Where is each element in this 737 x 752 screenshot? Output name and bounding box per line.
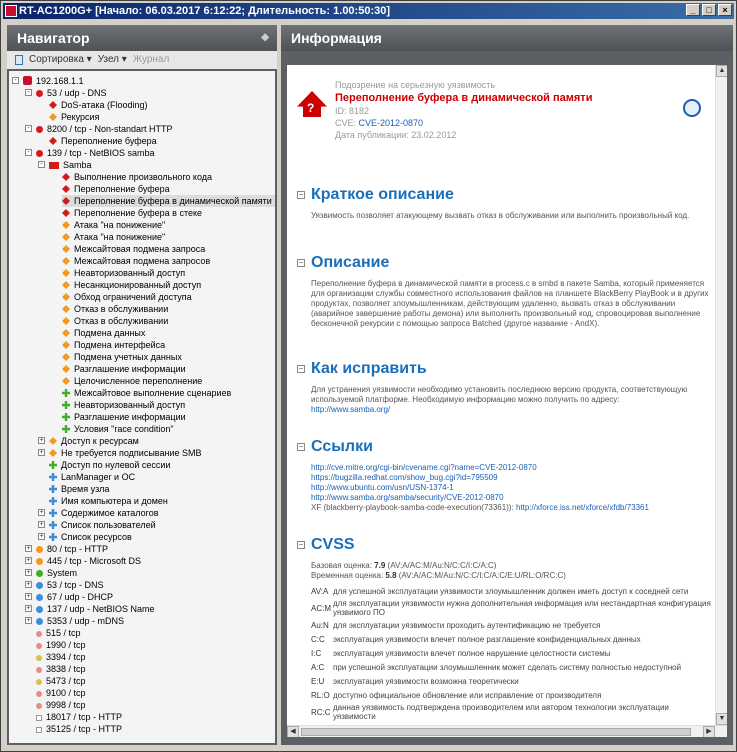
ref-link[interactable]: http://cve.mitre.org/cgi-bin/cvename.cgi?name=CVE-2012-0870	[311, 463, 537, 472]
orange-severity-icon	[49, 437, 57, 445]
tree-node[interactable]	[39, 507, 275, 519]
expand-icon[interactable]: +	[26, 605, 31, 612]
info-title: Информация	[291, 30, 382, 46]
gray-severity-icon	[36, 727, 42, 733]
tree-node-label: Межсайтовая подмена запросов	[74, 256, 211, 266]
tree-node-label: Выполнение произвольного кода	[74, 172, 213, 182]
tree-node-label: Разглашение информации	[74, 364, 186, 374]
tree-node-label: Подмена учетных данных	[74, 352, 182, 362]
tree-node[interactable]	[62, 315, 275, 327]
orange-severity-icon	[62, 317, 70, 325]
tree-node-label: Подмена интерфейса	[74, 340, 166, 350]
minimize-button[interactable]: _	[686, 4, 700, 16]
temp-score: 5.8	[385, 571, 397, 580]
port-severity-icon	[36, 558, 43, 565]
ref-link[interactable]: http://www.ubuntu.com/usn/USN-1374-1	[311, 483, 454, 492]
tree-node-label: 3838 / tcp	[46, 664, 86, 674]
temp-label: Временная оценка:	[311, 571, 386, 580]
tree-node-label: Samba	[63, 160, 92, 170]
tree-node-label: Обход ограничений доступа	[74, 292, 192, 302]
base-label: Базовая оценка:	[311, 561, 375, 570]
cvss-row	[311, 689, 717, 701]
navigator-panel	[7, 25, 277, 745]
navigator-toolbar	[7, 51, 277, 69]
tree-node-label: Доступ к ресурсам	[61, 436, 139, 446]
navigator-header	[7, 25, 277, 51]
tree-node[interactable]	[40, 159, 275, 171]
pblue-severity-icon	[36, 618, 43, 625]
tree-node[interactable]	[26, 603, 275, 615]
tree-node[interactable]	[39, 447, 275, 459]
tree-node[interactable]	[39, 435, 275, 447]
scroll-right-button[interactable]: ▶	[703, 726, 715, 737]
app-icon	[5, 5, 17, 17]
navigator-title: Навигатор	[17, 30, 90, 46]
tree-node-label: Атака "на понижение"	[74, 232, 166, 242]
zoom-icon[interactable]	[683, 99, 701, 117]
green-severity-icon	[62, 389, 70, 397]
tree-node-label: 139 / tcp - NetBIOS samba	[47, 148, 155, 158]
cvss-key: C:C	[311, 634, 325, 644]
tree-node-label: Неавторизованный доступ	[74, 400, 186, 410]
tree-node[interactable]	[39, 519, 275, 531]
tree-node-label: Отказ в обслуживании	[74, 304, 169, 314]
pink-severity-icon	[36, 631, 42, 637]
tree-node[interactable]	[26, 591, 275, 603]
tree-node[interactable]	[62, 219, 275, 231]
orange-severity-icon	[62, 293, 70, 301]
expand-icon[interactable]: +	[26, 569, 31, 576]
cve-label: CVE:	[335, 118, 359, 128]
tree-node-label: Время узла	[61, 484, 110, 494]
tree-node[interactable]	[49, 99, 275, 111]
tree-node-label: Не требуется подписывание SMB	[61, 448, 202, 458]
tree-node-label: Переполнение буфера	[61, 136, 157, 146]
port-severity-icon	[36, 546, 43, 553]
pink-severity-icon	[36, 691, 42, 697]
tree-node-label: Список пользователей	[61, 520, 156, 530]
tree-node-label: Межсайтовая подмена запроса	[74, 244, 206, 254]
tree-node[interactable]	[62, 375, 275, 387]
tree-node[interactable]	[36, 723, 275, 735]
tree-node-label: 67 / udp - DHCP	[47, 592, 114, 602]
tree-node-label: 53 / tcp - DNS	[47, 580, 104, 590]
tree-node-label: Переполнение буфера	[74, 184, 170, 194]
tree-node[interactable]	[49, 111, 275, 123]
tree-node[interactable]	[26, 543, 275, 555]
red-severity-icon	[62, 197, 70, 205]
tree-node-label: Список ресурсов	[61, 532, 132, 542]
blue-severity-icon	[49, 473, 57, 481]
yel-severity-icon	[36, 655, 42, 661]
vuln-header	[297, 79, 701, 147]
red-severity-icon	[62, 173, 70, 181]
summary-section	[297, 185, 717, 221]
tree-node-label: Содержимое каталогов	[61, 508, 159, 518]
fix-title: Как исправить	[311, 360, 427, 377]
publish-date: Дата публикации: 23.02.2012	[335, 130, 457, 140]
tree-node-label: 8200 / tcp - Non-standart HTTP	[47, 124, 173, 134]
expand-icon[interactable]: +	[26, 557, 31, 564]
tree-node[interactable]	[14, 75, 275, 87]
gray-severity-icon	[36, 715, 42, 721]
sort-menu[interactable]: Сортировка ▾	[29, 54, 92, 65]
scroll-thumb[interactable]	[301, 728, 691, 736]
tree-node[interactable]	[26, 615, 275, 627]
maximize-button[interactable]: □	[702, 4, 716, 16]
tree-node-label: 515 / tcp	[46, 628, 81, 638]
collapse-icon[interactable]: -	[38, 161, 45, 168]
xf-label: XF (blackberry-playbook-samba-code-execution(73361)):	[311, 503, 516, 512]
pblue-severity-icon	[36, 582, 43, 589]
tree-node-label: System	[47, 568, 78, 578]
tree-node[interactable]	[26, 555, 275, 567]
tree-node[interactable]	[36, 639, 275, 651]
cvss-key: AV:A	[311, 586, 329, 596]
orange-severity-icon	[62, 365, 70, 373]
expand-icon[interactable]: +	[26, 581, 31, 588]
cvss-section	[297, 535, 717, 723]
tree-node[interactable]	[36, 627, 275, 639]
tree-node[interactable]	[62, 399, 275, 411]
cvss-row	[311, 585, 717, 597]
ref-link[interactable]: https://bugzilla.redhat.com/show_bug.cgi?id=795509	[311, 473, 498, 482]
tree-node-label: 35125 / tcp - HTTP	[46, 724, 123, 734]
tree-node[interactable]	[62, 207, 275, 219]
collapse-icon[interactable]: -	[25, 125, 32, 132]
cvss-row	[311, 675, 717, 687]
tree-node-label: Доступ по нулевой сессии	[61, 460, 171, 470]
tree-node-label: Отказ в обслуживании	[74, 316, 169, 326]
tree-node-label: 1990 / tcp	[46, 640, 86, 650]
tree-node[interactable]	[62, 183, 275, 195]
expand-icon[interactable]: +	[39, 437, 44, 444]
cvss-desc: данная уязвимость подтверждена производителем или автором технологии эксплуатации уязвимости	[333, 703, 669, 721]
tree-icon	[15, 55, 23, 65]
info-content	[287, 65, 727, 737]
red-severity-icon	[49, 101, 57, 109]
orange-severity-icon	[62, 257, 70, 265]
window-title: RT-AC1200G+ [Начало: 06.03.2017 6:12:22; Длительность: 1.00:50:30]	[19, 5, 391, 17]
blue-severity-icon	[49, 497, 57, 505]
net-severity-icon	[36, 90, 43, 97]
tree-node-label: 53 / udp - DNS	[47, 88, 107, 98]
collapse-icon[interactable]: -	[25, 149, 32, 156]
orange-severity-icon	[49, 113, 57, 121]
expand-icon[interactable]: +	[26, 617, 31, 624]
tree-node-label: 18017 / tcp - HTTP	[46, 712, 123, 722]
tree-node[interactable]	[49, 459, 275, 471]
blue-severity-icon	[49, 509, 57, 517]
tree-node-label: 445 / tcp - Microsoft DS	[47, 556, 142, 566]
tree-node[interactable]	[62, 423, 275, 435]
tree-node[interactable]	[36, 675, 275, 687]
scroll-up-button[interactable]: ▲	[716, 65, 727, 77]
cvss-row	[311, 633, 717, 645]
horizontal-scrollbar[interactable]	[287, 725, 727, 737]
tree-node-label: Переполнение буфера в стеке	[74, 208, 203, 218]
folder-severity-icon	[49, 162, 59, 169]
scroll-down-button[interactable]: ▼	[716, 713, 727, 725]
cvss-row	[311, 661, 717, 673]
orange-severity-icon	[49, 449, 57, 457]
info-panel	[281, 25, 733, 745]
description-text: Переполнение буфера в динамической памяти в process.c в smbd в пакете Samba, который применяется для организации службы совместного использования файлов на планшете BlackBerry PlayBook и в других продуктах, позволяет злоумышленникам, действующим удаленно, вызвать отказ в обслуживании (аварийное завершение работы демона) или выполнить произвольный код, спровоцировав выполнение бесконечной рекурсии с помощью запроса Batched (другое название - AndX).	[311, 279, 709, 328]
tree-node[interactable]	[62, 171, 275, 183]
tree-node-label: LanManager и ОС	[61, 472, 136, 482]
tree-node-label: Рекурсия	[61, 112, 100, 122]
collapse-icon[interactable]: −	[298, 442, 304, 451]
tree-node[interactable]	[36, 651, 275, 663]
tree-node[interactable]	[49, 135, 275, 147]
tree-node-label: 80 / tcp - HTTP	[47, 544, 109, 554]
node-menu[interactable]: Узел ▾	[97, 54, 127, 65]
vertical-scrollbar[interactable]	[715, 65, 727, 725]
net-severity-icon	[36, 150, 43, 157]
cvss-row	[311, 647, 717, 659]
temp-vector: (AV:A/AC:M/Au:N/C:C/I:C/A:C/E:U/RL:O/RC:C)	[398, 571, 566, 580]
tree-node-label: 3394 / tcp	[46, 652, 86, 662]
tree-node-label: Имя компьютера и домен	[61, 496, 168, 506]
tree-node[interactable]	[36, 711, 275, 723]
expand-icon[interactable]: +	[39, 521, 44, 528]
tree-node-label: Несанкционированный доступ	[74, 280, 202, 290]
close-button[interactable]: ×	[718, 4, 732, 16]
tree-node-label: 5473 / tcp	[46, 676, 86, 686]
pin-icon[interactable]: ◆	[261, 32, 269, 43]
tree-node[interactable]	[62, 267, 275, 279]
blue-severity-icon	[49, 485, 57, 493]
tree-node-label: DoS-атака (Flooding)	[61, 100, 148, 110]
fix-text: Для устранения уязвимости необходимо установить последнюю версию продукта, соответствующую используемой платформе. Необходимую информацию можно получить по адресу:	[311, 385, 688, 404]
expand-icon[interactable]: +	[39, 533, 44, 540]
orange-severity-icon	[62, 269, 70, 277]
tree-node-label: 137 / udp - NetBIOS Name	[47, 604, 155, 614]
tree-node[interactable]	[26, 579, 275, 591]
tree-node-label: Целочисленное переполнение	[74, 376, 203, 386]
red-severity-icon	[62, 209, 70, 217]
expand-icon[interactable]: +	[39, 449, 44, 456]
info-header	[281, 25, 733, 51]
tree-node[interactable]	[26, 567, 275, 579]
cvss-title: CVSS	[311, 536, 355, 553]
tree-node-label: 9100 / tcp	[46, 688, 86, 698]
cvss-row	[311, 599, 717, 617]
pgreen-severity-icon	[36, 570, 43, 577]
tree-node[interactable]	[62, 231, 275, 243]
cvss-key: I:C	[311, 648, 322, 658]
base-vector: (AV:A/AC:M/Au:N/C:C/I:C/A:C)	[387, 561, 497, 570]
xf-link[interactable]: http://xforce.iss.net/xforce/xfdb/73361	[515, 503, 649, 512]
yel-severity-icon	[36, 679, 42, 685]
pblue-severity-icon	[36, 606, 43, 613]
tree-node-label: 192.168.1.1	[36, 76, 84, 86]
tree-node[interactable]	[39, 531, 275, 543]
tree-node[interactable]	[62, 387, 275, 399]
navigator-tree[interactable]	[9, 71, 275, 743]
tree-node[interactable]	[62, 291, 275, 303]
cvss-desc: эксплуатация уязвимости возможна теоретически	[333, 676, 519, 686]
tree-node-label: 9998 / tcp	[46, 700, 86, 710]
cvss-row	[311, 703, 717, 721]
tree-node[interactable]	[36, 663, 275, 675]
pink-severity-icon	[36, 667, 42, 673]
green-severity-icon	[49, 461, 57, 469]
orange-severity-icon	[62, 221, 70, 229]
orange-severity-icon	[62, 281, 70, 289]
cvss-desc: эксплуатация уязвимости влечет полное нарушение целостности системы	[333, 648, 611, 658]
cvss-key: RL:O	[311, 690, 330, 700]
cvss-metrics-table	[297, 585, 717, 721]
pink-severity-icon	[36, 643, 42, 649]
links-section	[297, 437, 717, 513]
summary-text: Уязвимость позволяет атакующему вызвать отказ в обслуживании или выполнить произвольный код.	[311, 211, 690, 220]
question-mark: ?	[307, 101, 315, 115]
orange-severity-icon	[62, 341, 70, 349]
cvss-desc: при успешной эксплуатации злоумышленник может сделать систему полностью недоступной	[333, 662, 682, 672]
pblue-severity-icon	[36, 594, 43, 601]
orange-severity-icon	[62, 305, 70, 313]
tree-node-label: Межсайтовое выполнение сценариев	[74, 388, 232, 398]
summary-title: Краткое описание	[311, 186, 454, 203]
scroll-left-button[interactable]: ◀	[287, 726, 299, 737]
green-severity-icon	[62, 401, 70, 409]
cvss-desc: для эксплуатации уязвимости нужна дополнительная информация или нестандартная конфигурация уязвимого ПО	[333, 599, 711, 617]
blue-severity-icon	[49, 533, 57, 541]
cvss-key: Au:N	[311, 620, 329, 630]
green-severity-icon	[62, 413, 70, 421]
tree-node[interactable]	[62, 279, 275, 291]
tree-node[interactable]	[27, 123, 275, 135]
collapse-icon[interactable]: −	[298, 364, 304, 373]
collapse-icon[interactable]: −	[298, 190, 304, 199]
expand-icon[interactable]: +	[26, 545, 31, 552]
collapse-icon[interactable]: −	[298, 540, 304, 549]
tree-node[interactable]	[27, 147, 275, 159]
net-severity-icon	[36, 126, 43, 133]
orange-severity-icon	[62, 377, 70, 385]
tree-node[interactable]	[49, 495, 275, 507]
tree-node[interactable]	[62, 255, 275, 267]
tree-node-label: Разглашение информации	[74, 412, 186, 422]
tree-node[interactable]	[62, 195, 275, 207]
tree-node[interactable]	[62, 243, 275, 255]
cvss-row	[311, 619, 717, 631]
cvss-key: AC:M	[311, 603, 331, 613]
orange-severity-icon	[62, 245, 70, 253]
pink-severity-icon	[36, 703, 42, 709]
vuln-id: ID: 8182	[335, 106, 370, 116]
tree-node[interactable]	[36, 687, 275, 699]
cvss-desc: для успешной эксплуатации уязвимости злоумышленник должен иметь доступ к соседней сети	[333, 586, 689, 596]
orange-severity-icon	[62, 329, 70, 337]
orange-severity-icon	[62, 353, 70, 361]
red-severity-icon	[49, 137, 57, 145]
tree-node[interactable]	[49, 471, 275, 483]
cvss-key: E:U	[311, 676, 325, 686]
cvss-key: A:C	[311, 662, 325, 672]
collapse-icon[interactable]: -	[12, 77, 19, 84]
title-bar[interactable]	[3, 3, 734, 19]
tree-node[interactable]	[62, 351, 275, 363]
base-score: 7.9	[374, 561, 386, 570]
cvss-desc: эксплуатация уязвимости влечет полное разглашение конфиденциальных данных	[333, 634, 641, 644]
tree-node[interactable]	[62, 363, 275, 375]
tree-node[interactable]	[62, 303, 275, 315]
cvss-key: RC:C	[311, 707, 331, 717]
tree-node-label: Атака "на понижение"	[74, 220, 166, 230]
expand-icon[interactable]: +	[26, 593, 31, 600]
fix-section	[297, 359, 717, 415]
vuln-title: Переполнение буфера в динамической памяти	[335, 92, 593, 104]
ref-link[interactable]: http://www.samba.org/samba/security/CVE-2012-0870	[311, 493, 504, 502]
tree-node-label: Подмена данных	[74, 328, 146, 338]
tree-node-label: Условия "race condition"	[74, 424, 174, 434]
description-section	[297, 253, 717, 329]
collapse-icon[interactable]: −	[298, 258, 304, 267]
tree-node[interactable]	[62, 339, 275, 351]
collapse-icon[interactable]: -	[25, 89, 32, 96]
log-button[interactable]: Журнал	[132, 54, 170, 65]
description-title: Описание	[311, 254, 390, 271]
tree-node[interactable]	[62, 327, 275, 339]
tree-node-label: Переполнение буфера в динамической памяти	[74, 196, 272, 206]
orange-severity-icon	[62, 233, 70, 241]
links-title: Ссылки	[311, 438, 373, 455]
green-severity-icon	[62, 425, 70, 433]
expand-icon[interactable]: +	[39, 509, 44, 516]
tree-node-label: 5353 / udp - mDNS	[47, 616, 125, 626]
fix-link[interactable]: http://www.samba.org/	[311, 405, 391, 414]
tree-node[interactable]	[36, 699, 275, 711]
suspicion-label: Подозрение на серьезную уязвимость	[335, 80, 496, 90]
host-severity-icon	[23, 76, 32, 85]
blue-severity-icon	[49, 521, 57, 529]
cvss-desc: для эксплуатации уязвимости проходить аутентификацию не требуется	[333, 620, 601, 630]
tree-node[interactable]	[62, 411, 275, 423]
red-severity-icon	[62, 185, 70, 193]
cve-link[interactable]: CVE-2012-0870	[358, 118, 424, 128]
tree-node[interactable]	[49, 483, 275, 495]
cvss-desc: доступно официальное обновление или исправление от производителя	[333, 690, 602, 700]
tree-node[interactable]	[27, 87, 275, 99]
tree-node-label: Неавторизованный доступ	[74, 268, 186, 278]
